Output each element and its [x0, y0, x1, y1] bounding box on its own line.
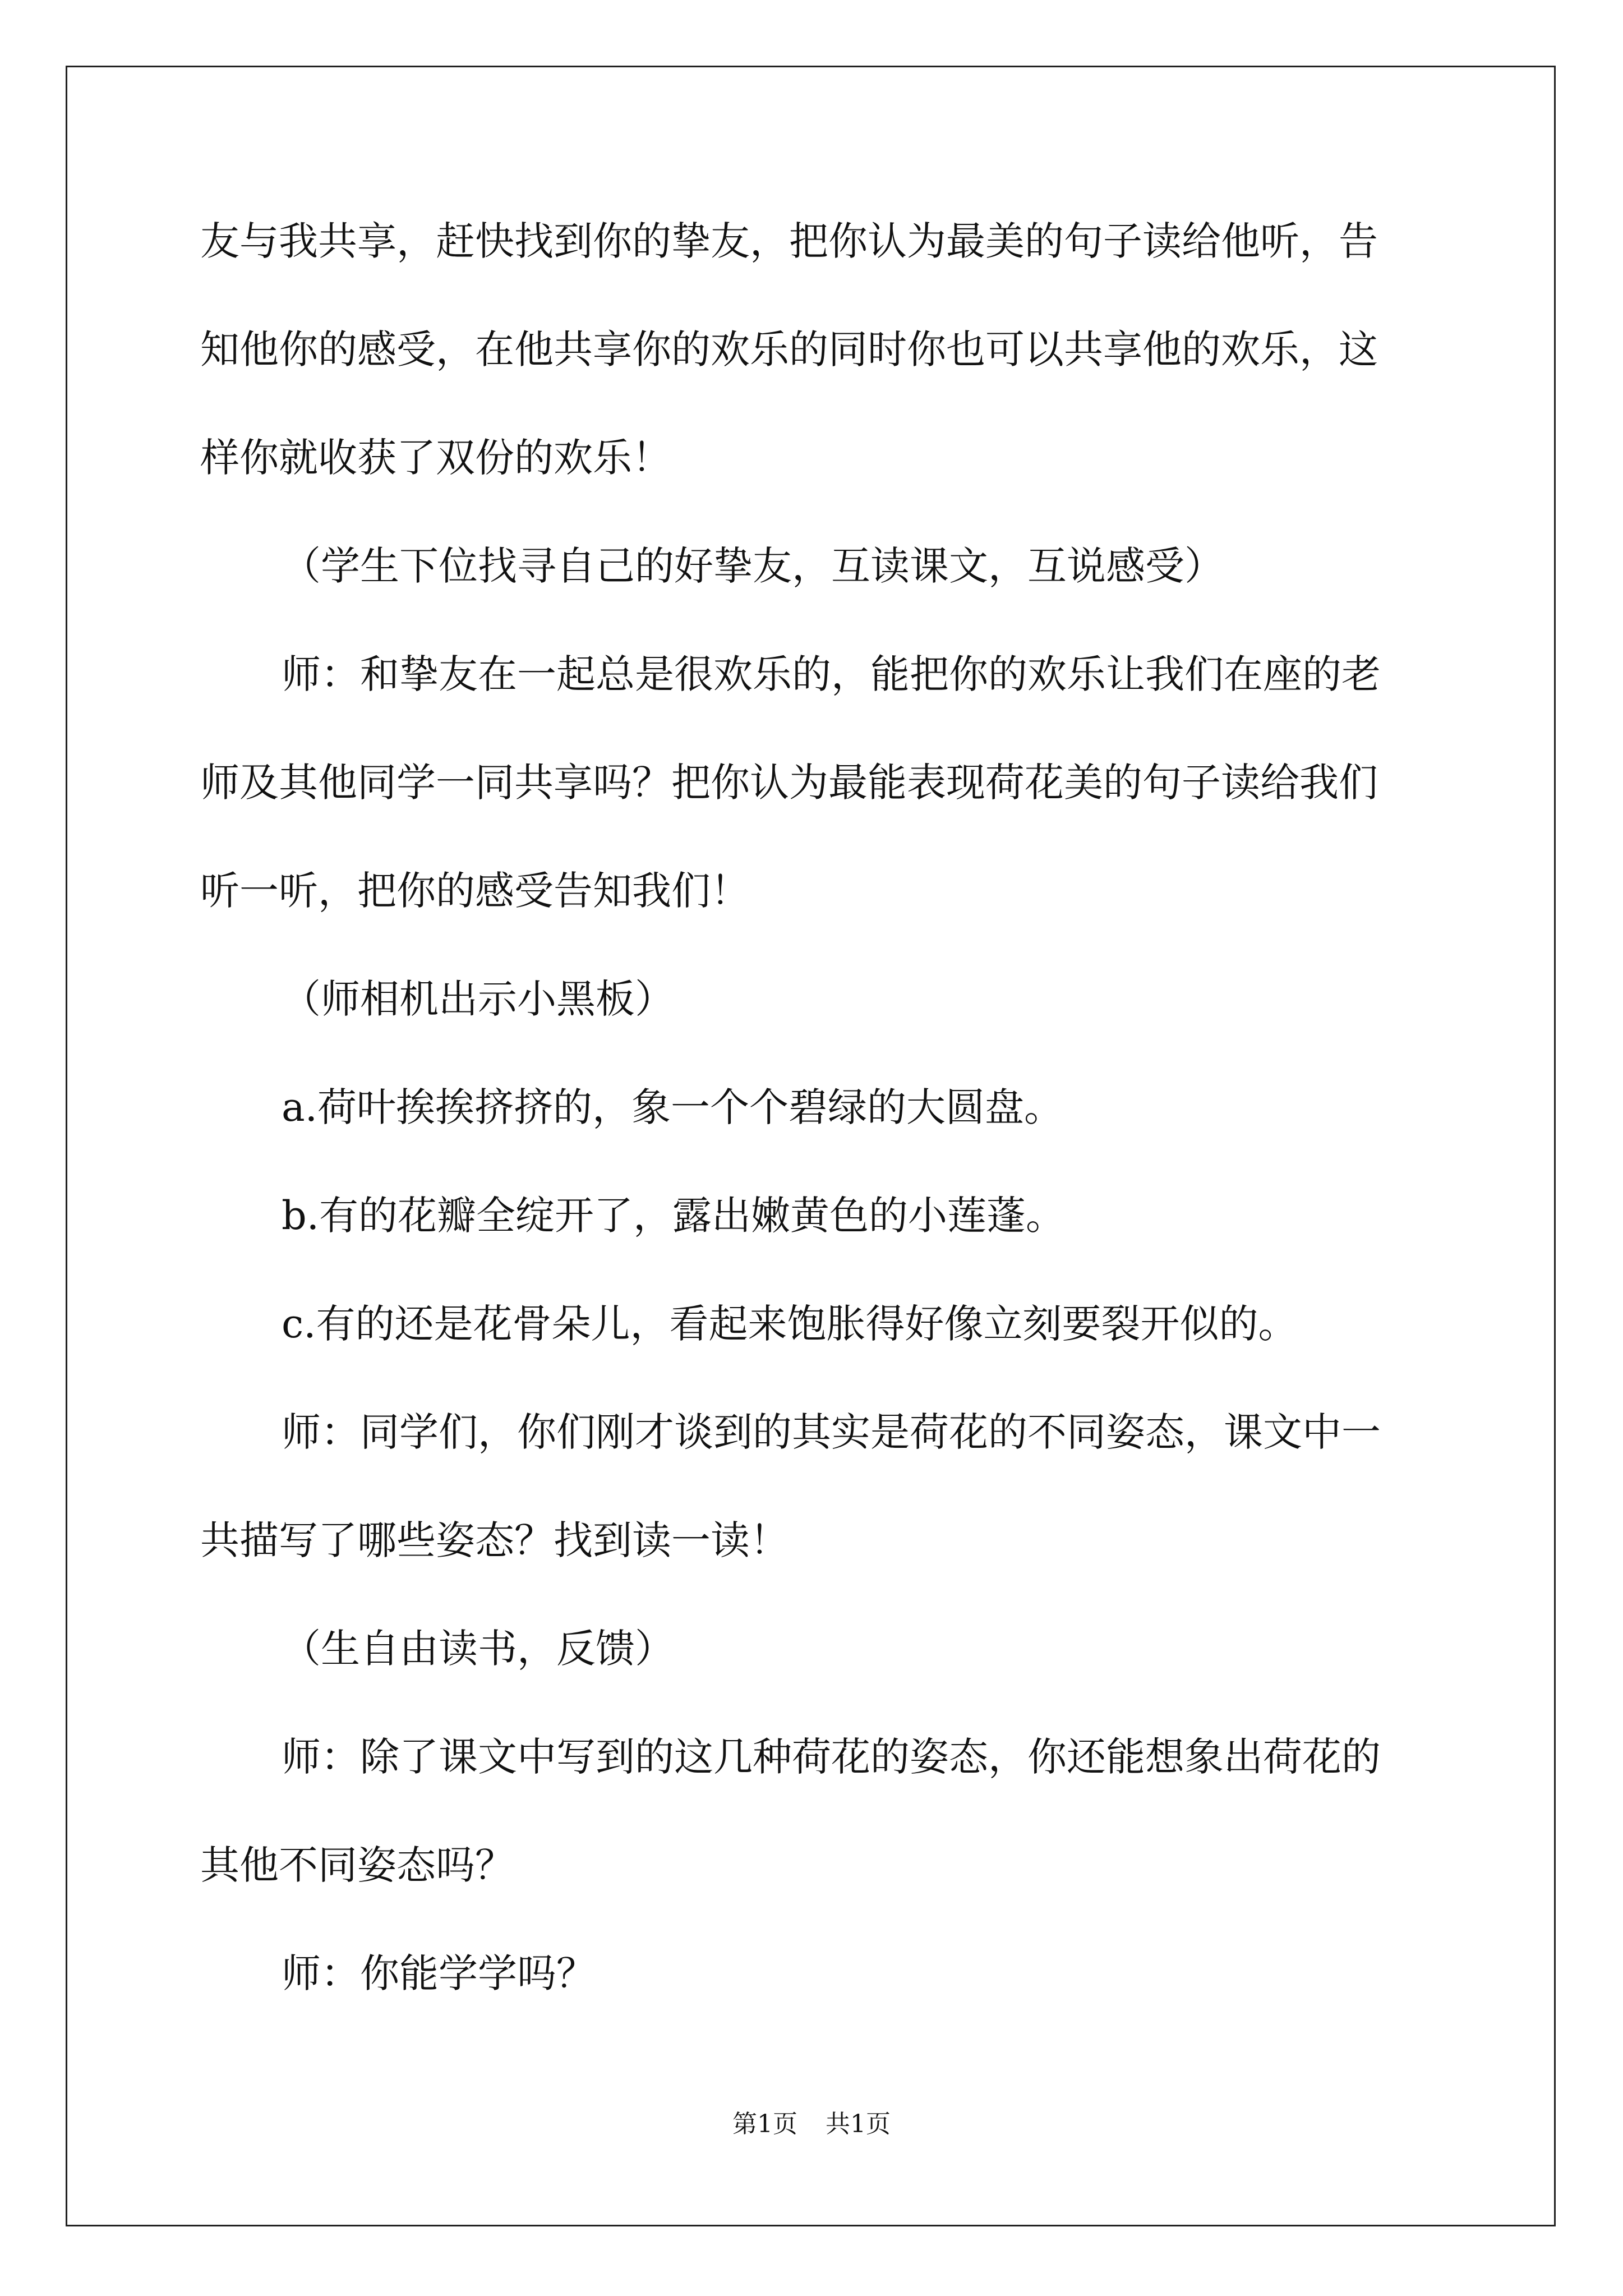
page-frame — [66, 66, 1556, 2226]
page-number: 第1页 — [732, 2110, 797, 2138]
text-line: （学生下位找寻自己的好挚友，互读课文，互说感受） — [282, 543, 1224, 589]
text-line: 其他不同姿态吗？ — [200, 1842, 514, 1888]
text-line: 师：除了课文中写到的这几种荷花的姿态，你还能想象出荷花的 — [282, 1734, 1381, 1780]
text-line: 样你就收获了双份的欢乐！ — [200, 435, 671, 481]
text-line: c.有的还是花骨朵儿，看起来饱胀得好像立刻要裂开似的。 — [282, 1301, 1298, 1347]
page-footer — [0, 2108, 1623, 2141]
text-line: a.荷叶挨挨挤挤的，象一个个碧绿的大圆盘。 — [282, 1084, 1063, 1130]
text-line: b.有的花瓣全绽开了，露出嫩黄色的小莲蓬。 — [282, 1193, 1066, 1239]
text-line: 师：你能学学吗？ — [282, 1950, 596, 1996]
text-line: 共描写了哪些姿态？找到读一读！ — [200, 1517, 789, 1563]
page-total: 共1页 — [826, 2110, 891, 2138]
text-line: 听一听，把你的感受告知我们！ — [200, 868, 750, 914]
text-line: 知他你的感受，在他共享你的欢乐的同时你也可以共享他的欢乐，这 — [200, 326, 1378, 372]
text-line: 友与我共享，赶快找到你的挚友，把你认为最美的句子读给他听，告 — [200, 218, 1378, 264]
text-line: 师：同学们，你们刚才谈到的其实是荷花的不同姿态，课文中一 — [282, 1409, 1381, 1455]
text-line: 师及其他同学一同共享吗？把你认为最能表现荷花美的句子读给我们 — [200, 760, 1378, 806]
text-line: （生自由读书，反馈） — [282, 1626, 674, 1672]
text-line: 师：和挚友在一起总是很欢乐的，能把你的欢乐让我们在座的老 — [282, 651, 1381, 697]
text-line: （师相机出示小黑板） — [282, 976, 674, 1022]
